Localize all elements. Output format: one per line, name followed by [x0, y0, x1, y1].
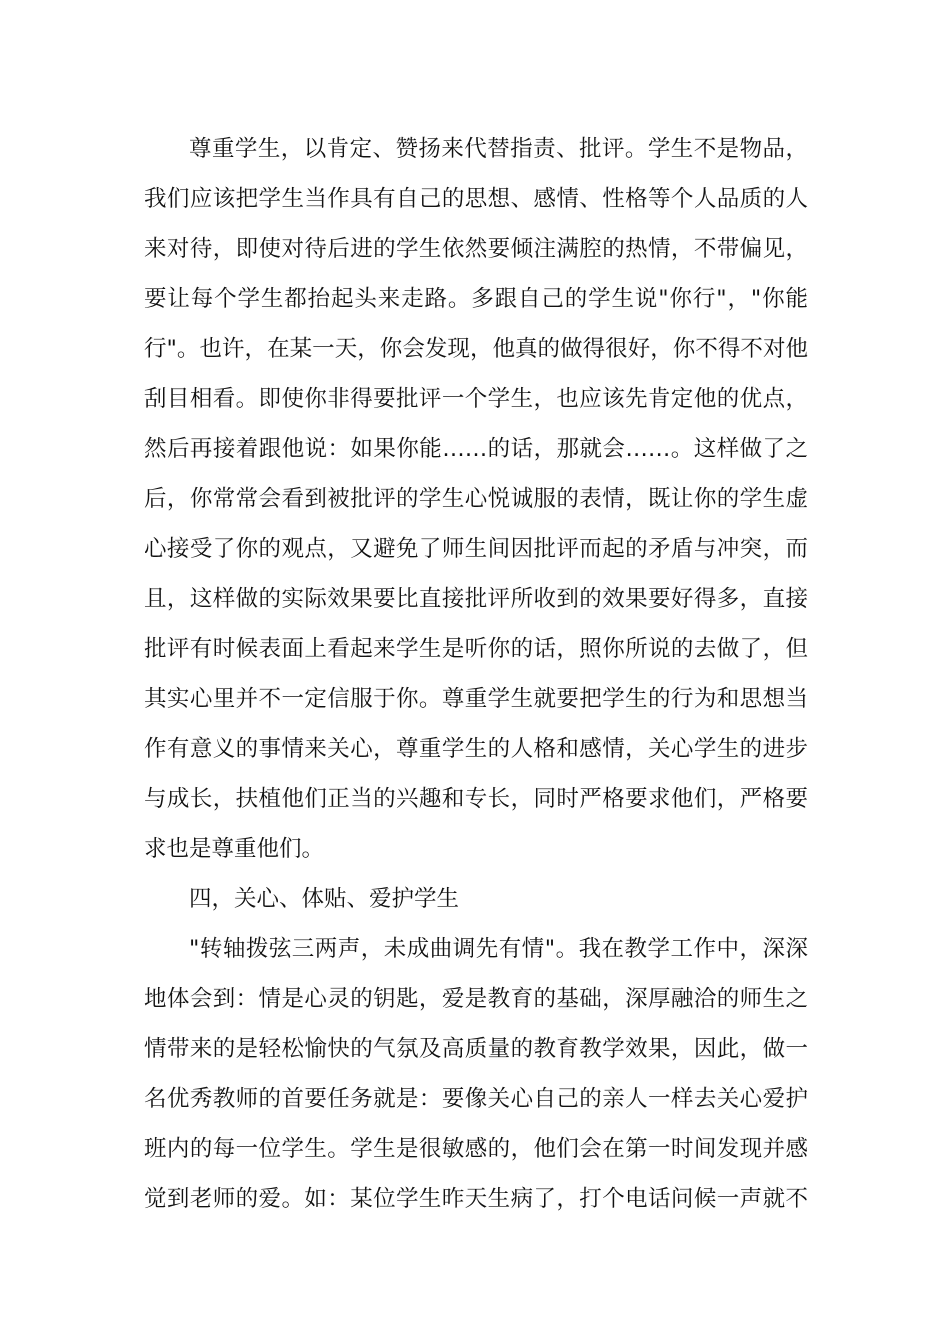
text-line: 与成长，扶植他们正当的兴趣和专长，同时严格要求他们，严格要	[144, 786, 808, 812]
heading-line: 四，关心、体贴、爱护学生	[189, 886, 460, 912]
text-line: 要让每个学生都抬起头来走路。多跟自己的学生说"你行"，"你能	[144, 286, 808, 312]
text-line: 求也是尊重他们。	[144, 836, 325, 862]
text-line: 其实心里并不一定信服于你。尊重学生就要把学生的行为和思想当	[144, 686, 808, 712]
text-line: 地体会到：情是心灵的钥匙，爱是教育的基础，深厚融洽的师生之	[144, 986, 808, 1012]
paragraph-respect-students	[144, 124, 808, 874]
text-line: 后，你常常会看到被批评的学生心悦诚服的表情，既让你的学生虚	[144, 486, 808, 512]
text-line: 且，这样做的实际效果要比直接批评所收到的效果要好得多，直接	[144, 586, 808, 612]
text-line: 刮目相看。即使你非得要批评一个学生，也应该先肯定他的优点，	[144, 386, 808, 412]
text-line: 行"。也许，在某一天，你会发现，他真的做得很好，你不得不对他	[144, 336, 808, 362]
text-line: 名优秀教师的首要任务就是：要像关心自己的亲人一样去关心爱护	[144, 1086, 808, 1112]
text-line: 批评有时候表面上看起来学生是听你的话，照你所说的去做了，但	[144, 636, 808, 662]
text-line: 尊重学生，以肯定、赞扬来代替指责、批评。学生不是物品，	[189, 136, 808, 162]
paragraph-care-students	[144, 924, 808, 1224]
text-line: 心接受了你的观点，又避免了师生间因批评而起的矛盾与冲突，而	[144, 536, 808, 562]
text-line: 情带来的是轻松愉快的气氛及高质量的教育教学效果，因此，做一	[144, 1036, 808, 1062]
section-heading	[144, 874, 808, 924]
body-text	[144, 124, 808, 1224]
text-line: 作有意义的事情来关心，尊重学生的人格和感情，关心学生的进步	[144, 736, 808, 762]
text-line: "转轴拨弦三两声，未成曲调先有情"。我在教学工作中，深深	[189, 936, 808, 962]
text-line: 然后再接着跟他说：如果你能……的话，那就会……。这样做了之	[144, 436, 808, 462]
text-line: 来对待，即使对待后进的学生依然要倾注满腔的热情，不带偏见，	[144, 236, 808, 262]
text-line: 班内的每一位学生。学生是很敏感的，他们会在第一时间发现并感	[144, 1136, 808, 1162]
text-line: 觉到老师的爱。如：某位学生昨天生病了，打个电话问候一声就不	[144, 1186, 808, 1212]
text-line: 我们应该把学生当作具有自己的思想、感情、性格等个人品质的人	[144, 186, 808, 212]
